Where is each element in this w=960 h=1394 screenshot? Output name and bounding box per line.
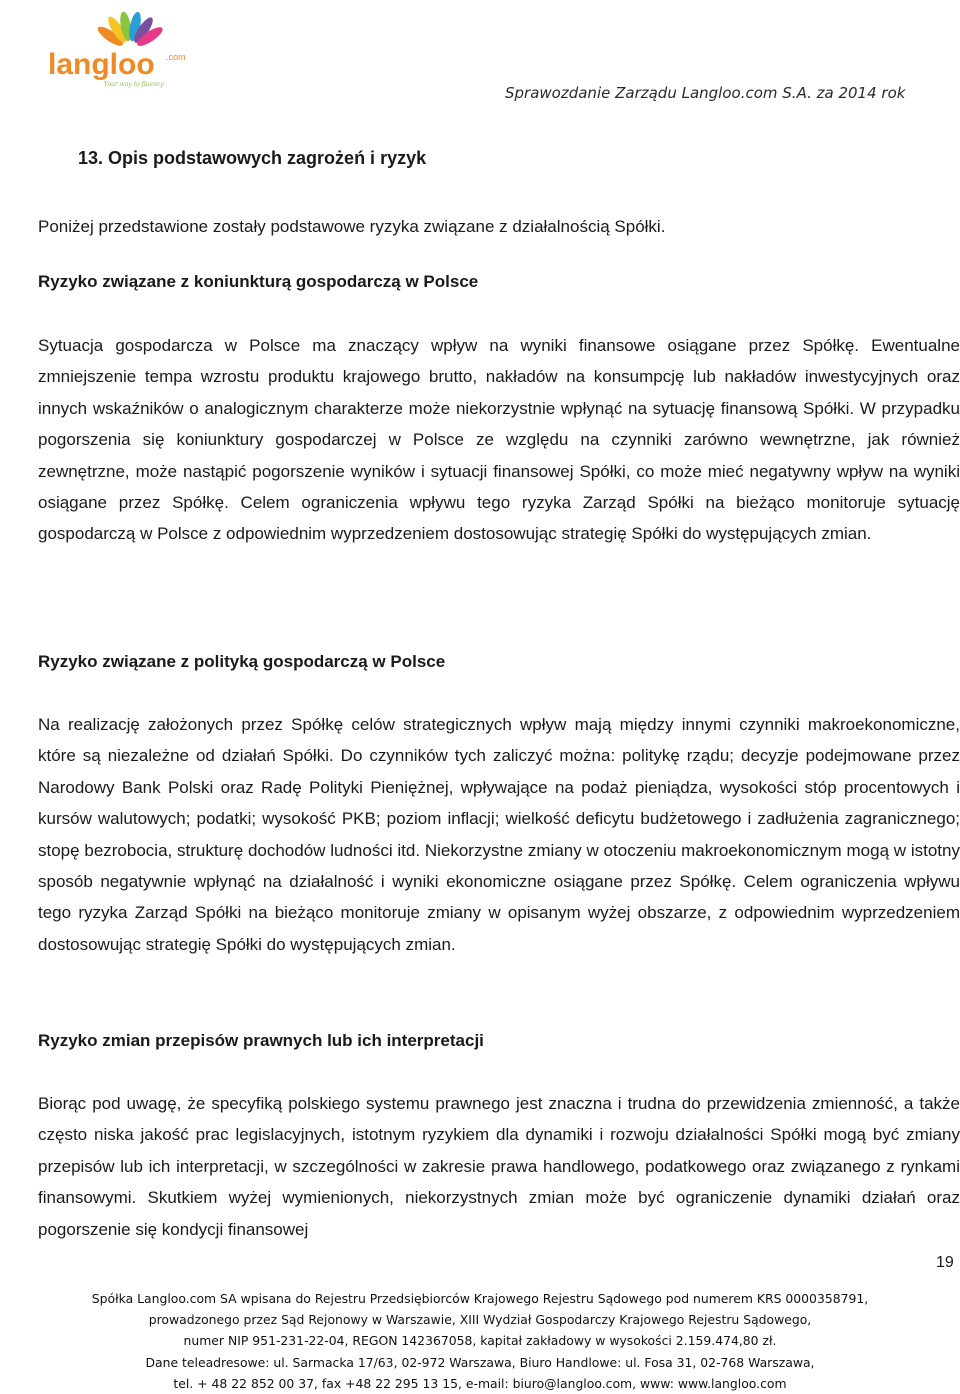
risk-text-legal: Biorąc pod uwagę, że specyfiką polskiego systemu prawnego jest znaczna i trudna do przewidzenia zmienność, a także często niska jakość prac legislacyjnych, istotnym ryzykiem dla dynamiki i rozwoju działalności Spółki mogą być zmiany przepisów lub ich interpretacji, w szczególności w zakresie prawa handlowego, podatkowego oraz związanego z rynkami finansowymi. Skutkiem wyżej wymienionych, niekorzystnych zmian może być ograniczenie dynamiki działań oraz pogorszenie się kondycji finansowej [38, 1094, 960, 1239]
langloo-flower-icon [44, 8, 194, 90]
footer-line: Dane teleadresowe: ul. Sarmacka 17/63, 02-972 Warszawa, Biuro Handlowe: ul. Fosa 31, 02-768 Warszawa, [145, 1354, 815, 1370]
risk-title-economic: Ryzyko związane z koniunkturą gospodarczą w Polsce [38, 272, 479, 291]
risk-title-legal: Ryzyko zmian przepisów prawnych lub ich interpretacji [38, 1031, 484, 1050]
logo-wordmark: langloo [48, 48, 155, 81]
risk-text-policy: Na realizację założonych przez Spółkę celów strategicznych wpływ mają między innymi czynniki makroekonomiczne, które są niezależne od działań Spółki. Do czynników tych zaliczyć można: politykę rządu; decyzje podejmowane przez Narodowy Bank Polski oraz Radę Polityki Pieniężnej, wpływające na podaż pieniądza, wysokości stóp procentowych i kursów walutowych; podatki; wysokość PKB; poziom inflacji; wielkość deficytu budżetowego i zadłużenia zagranicznego; stopę bezrobocia, strukturę dochodów ludności itd. Niekorzystne zmiany w otoczeniu makroekonomicznym mogą w istotny sposób negatywnie wpłynąć na działalność i wyniki ekonomiczne osiągane przez Spółkę. Celem ograniczenia wpływu tego ryzyka Zarząd Spółki na bieżąco monitoruje zmiany w opisanym wyżej obszarze, z odpowiednim wyprzedzeniem dostosowując strategię Spółki do występujących zmian. [38, 715, 960, 954]
risk-title-policy: Ryzyko związane z polityką gospodarczą w Polsce [38, 652, 446, 671]
footer-line: Spółka Langloo.com SA wpisana do Rejestru Przedsiębiorców Krajowego Rejestru Sądowego pod numerem KRS 0000358791, [91, 1291, 869, 1306]
risk-text-economic: Sytuacja gospodarcza w Polsce ma znaczący wpływ na wyniki finansowe osiągane przez Spółkę. Ewentualne zmniejszenie tempa wzrostu produktu krajowego brutto, nakładów na konsumpcję lub nakładów inwestycyjnych oraz innych wskaźników o analogicznym charakterze może niekorzystnie wpłynąć na sytuację finansową Spółki. W przypadku pogorszenia się koniunktury gospodarczej w Polsce ze względu na czynniki zarówno wewnętrzne, jak również zewnętrzne, może nastąpić pogorszenie wyników i sytuacji finansowej Spółki, co może mieć negatywny wpływ na wyniki osiągane przez Spółkę. Celem ograniczenia wpływu tego ryzyka Zarząd Spółki na bieżąco monitoruje sytuację gospodarczą w Polsce z odpowiednim wyprzedzeniem dostosowując strategię Spółki do występujących zmian. [38, 336, 960, 544]
company-footer [0, 1288, 960, 1394]
footer-line: numer NIP 951-231-22-04, REGON 142367058, kapitał zakładowy w wysokości 2.159.474,80 zł. [183, 1333, 777, 1349]
footer-line: tel. + 48 22 852 00 37, fax +48 22 295 13 15, e-mail: biuro@langloo.com, www: www.langloo.com [173, 1375, 787, 1391]
report-header-title: Sprawozdanie Zarządu Langloo.com S.A. za 2014 rok [505, 84, 906, 102]
footer-line: prowadzonego przez Sąd Rejonowy w Warszawie, XIII Wydział Gospodarczy Krajowego Rejestru Sądowego, [148, 1312, 812, 1328]
section-heading: 13. Opis podstawowych zagrożeń i ryzyk [78, 148, 427, 168]
logo-tagline: Your way to fluency [104, 81, 164, 88]
page-number: 19 [936, 1254, 954, 1271]
company-logo [44, 8, 194, 90]
section-intro: Poniżej przedstawione zostały podstawowe ryzyka związane z działalnością Spółki. [38, 217, 666, 236]
logo-com: .com [166, 52, 186, 62]
